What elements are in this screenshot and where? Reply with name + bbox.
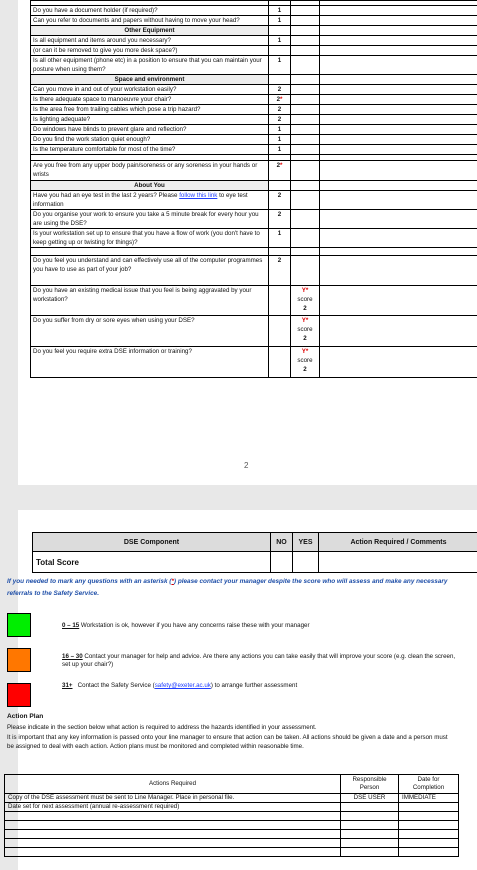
asterisk: * [280,96,283,103]
yes-score-cell: Y* score 2 [291,347,320,378]
score-cell: 1 [269,56,291,75]
total-score-row [33,552,477,573]
section-row [31,181,477,191]
score-cell: 1 [269,125,291,135]
question-text: Do windows have blinds to prevent glare and reflection? [31,125,269,135]
column-header: Date for Completion [399,775,459,794]
score-cell: 1 [269,145,291,155]
question-text: Do you suffer from dry or sore eyes when using your DSE? [31,316,269,347]
score-cell: 2* [269,95,291,105]
total-no-cell [271,552,293,573]
question-text: Can you move in and out of your workstation easily? [31,85,269,95]
red-band-swatch [7,683,31,707]
action-plan-instructions: Please indicate in the section below what action is required to address the hazards identified in your assessment. It is important that any key information is passed onto your line manager to ensure that action can be taken. All actions should be given a date and a person must be assigned to deal with each action. Action plans must be monitored and completed within reasonable time. [7,724,448,750]
actions-table [4,774,459,857]
table-row [5,848,459,857]
table-row [31,161,477,181]
total-comment-cell [319,552,477,573]
total-score-table [32,532,477,573]
table-row [31,95,477,105]
question-text: Do you feel you require extra DSE information or training? [31,347,269,378]
score-cell: 2 [269,85,291,95]
table-row [31,229,477,248]
question-text: Is all other equipment (phone etc) in a position to ensure that you can maintain your posture when using them? [31,56,269,75]
table-header-row [33,533,477,552]
eye-test-link[interactable]: follow this link [179,192,218,199]
action-plan-title: Action Plan [7,713,44,720]
question-text: Is the temperature comfortable for most of the time? [31,145,269,155]
question-text: Is lighting adequate? [31,115,269,125]
table-row [5,830,459,839]
section-header-space: Space and environment [31,75,269,85]
safety-email-link[interactable]: safety@exeter.ac.uk [154,682,211,689]
yes-score-cell: Y* score 2 [291,316,320,347]
column-header: Responsible Person [341,775,399,794]
table-row [5,839,459,848]
column-header: Actions Required [5,775,341,794]
score-cell: 2 [269,256,291,286]
assessment-page-1 [18,0,477,485]
page-number: 2 [244,461,249,470]
table-row [31,135,477,145]
score-cell: 1 [269,6,291,16]
table-row [31,105,477,115]
score-cell: 1 [269,16,291,26]
question-text: Can you refer to documents and papers without having to move your head? [31,16,269,26]
total-score-label: Total Score [33,552,271,573]
table-row [31,125,477,135]
table-row [31,115,477,125]
table-row [31,6,477,16]
table-row: Date set for next assessment (annual re-assessment required) [5,803,459,812]
yes-score-cell: Y* score 2 [291,286,320,316]
section-row [31,26,477,36]
column-header: YES [293,533,319,552]
column-header: DSE Component [33,533,271,552]
table-row: Copy of the DSE assessment must be sent to Line Manager. Place in personal file. DSE USER IMMEDIATE [5,794,459,803]
question-line: Is all equipment and items around you necessary? [33,37,171,44]
column-header: NO [271,533,293,552]
table-row [31,46,477,56]
question-text: Do you organise your work to ensure you take a 5 minute break for every hour you are using the DSE? [31,210,269,229]
table-row [31,191,477,210]
question-text: Do you find the work station quiet enough? [31,135,269,145]
questionnaire-table [30,0,477,378]
table-row [31,145,477,155]
comment-cell [320,16,477,26]
asterisk: * [280,162,283,169]
score-cell: 2 [269,105,291,115]
question-text: Is the area free from trailing cables which pose a trip hazard? [31,105,269,115]
question-text: Are you free from any upper body pain/soreness or any soreness in your hands or wrists [31,161,269,181]
green-band-text: 0 – 15 Workstation is ok, however if you have any concerns raise these with your manager [62,622,310,629]
table-row [31,210,477,229]
question-text: Have you had an eye test in the last 2 years? Please follow this link to eye test information [31,191,269,210]
question-text: Do you feel you understand and can effectively use all of the computer programmes you have to use as part of your job? [31,256,269,286]
comment-cell [320,6,477,16]
table-row [31,256,477,286]
score-cell: 1 [269,36,291,46]
section-header-other-equipment: Other Equipment [31,26,269,36]
question-text: (or can it be removed to give you more desk space?) [31,46,269,56]
table-row [5,812,459,821]
table-row [5,821,459,830]
yes-cell [291,6,320,16]
table-row [31,85,477,95]
table-row [31,286,477,316]
score-cell: 2 [269,115,291,125]
red-band-text: 31+ Contact the Safety Service (safety@exeter.ac.uk) to arrange further assessment [62,682,298,689]
score-cell [269,46,291,56]
question-text: Is there adequate space to manoeuvre your chair? [31,95,269,105]
yes-cell [291,16,320,26]
table-row [31,16,477,26]
table-row [31,316,477,347]
question-text: Do you have an existing medical issue that you feel is being aggravated by your workstation? [31,286,269,316]
table-row [31,36,477,46]
question-text: Is your workstation set up to ensure that you have a flow of work (you don't have to keep getting up or twisting for things)? [31,229,269,248]
orange-band-text: 16 – 30 Contact your manager for help and advice. Are there any actions you can take easily that will improve your score (e.g. clean the screen, set up your chair?) [62,653,456,668]
score-cell: 2* [269,161,291,181]
score-cell: 2 [269,191,291,210]
asterisk-note: If you needed to mark any questions with an asterisk (*) please contact your manager despite the score who will assess and make any necessary referrals to the Safety Service. [7,578,448,597]
question-text: Do you have a document holder (if required)? [31,6,269,16]
score-cell: 1 [269,135,291,145]
table-row [31,347,477,378]
question-text [31,36,269,46]
orange-band-swatch [7,648,31,672]
total-yes-cell [293,552,319,573]
section-header-about-you: About You [31,181,269,191]
section-row [31,75,477,85]
score-cell: 1 [269,229,291,248]
table-row [31,56,477,75]
column-header: Action Required / Comments [319,533,477,552]
table-header-row [5,775,459,794]
score-cell: 2 [269,210,291,229]
green-band-swatch [7,613,31,637]
